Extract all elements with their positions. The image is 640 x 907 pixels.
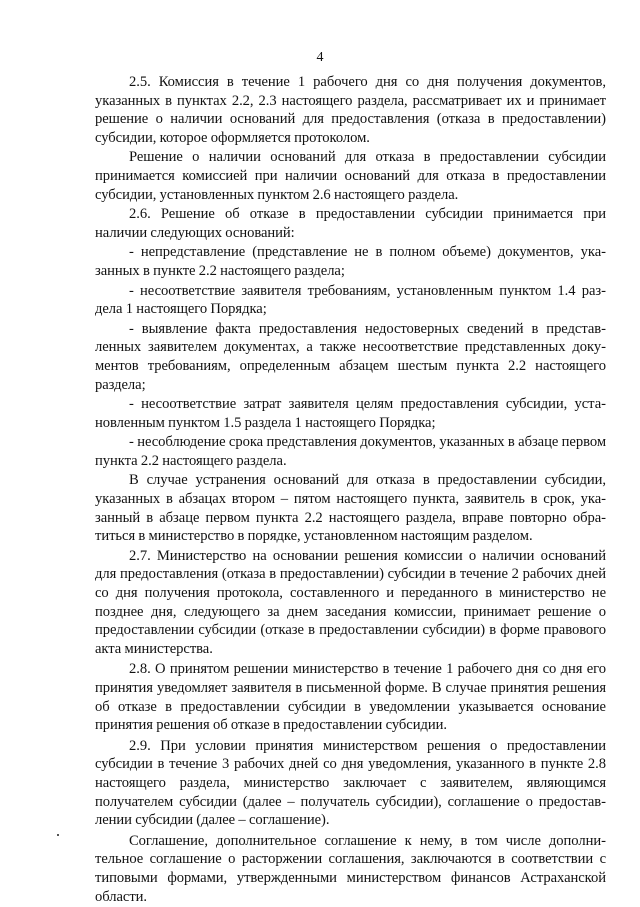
paragraph-resubmission: В случае устранения оснований для отказа в предоставлении субсидии, указанных в абзацах втором – пятом настоящего пункта, заявитель в срок, указанный в абзаце первом пункта 2.2 настоящего раздела, вправе повторно обратиться в министерство в порядке, установленном настоящим разделом. bbox=[95, 472, 606, 545]
scan-mark bbox=[57, 834, 59, 836]
list-item-ground-3: - выявление факта предоставления недостоверных сведений в представленных заявителем документах, а также несоответствие представленных документов требованиям, определенным абзацем шестым пункта 2.2 настоящего раздела; bbox=[95, 320, 606, 393]
paragraph-2-8: 2.8. О принятом решении министерство в течение 1 рабочего дня со дня его принятия уведомляет заявителя в письменной форме. В случае принятия решения об отказе в предоставлении субсидии в уведомлении указывается основание принятия решения об отказе в предоставлении субсидии. bbox=[95, 661, 606, 734]
paragraph-commission-decision: Решение о наличии оснований для отказа в предоставлении субсидии принимается комиссией при наличии оснований для отказа в предоставлении субсидии, установленных пунктом 2.6 настоящего раздела. bbox=[95, 149, 606, 203]
paragraph-2-6: 2.6. Решение об отказе в предоставлении субсидии принимается при наличии следующих оснований: bbox=[95, 206, 606, 241]
paragraph-agreement: Соглашение, дополнительное соглашение к нему, в том числе дополнительное соглашение о расторжении соглашения, заключаются в соответствии с типовыми формами, утвержденными министерством финансов Астраханской области. bbox=[95, 832, 606, 905]
paragraph-2-7: 2.7. Министерство на основании решения комиссии о наличии оснований для предоставления (отказа в предоставлении) субсидии в течение 2 рабочих дней со дня получения протокола, составленного и переданного в министерство не позднее дня, следующего за днем заседания комиссии, принимает решение о предоставлении субсидии (отказе в предоставлении субсидии) в форме правового акта министерства. bbox=[95, 547, 606, 657]
document-body bbox=[95, 73, 606, 907]
paragraph-2-9: 2.9. При условии принятия министерством решения о предоставлении субсидии в течение 3 рабочих дней со дня уведомления, указанного в пункте 2.8 настоящего раздела, министерство заключает с заявителем, являющимся получателем субсидии (далее – получатель субсидии), соглашение о предоставлении субсидии (далее – соглашение). bbox=[95, 737, 606, 829]
list-item-ground-1: - непредставление (представление не в полном объеме) документов, указанных в пункте 2.2 настоящего раздела; bbox=[95, 244, 606, 279]
list-item-ground-2: - несоответствие заявителя требованиям, установленным пунктом 1.4 раздела 1 настоящего Порядка; bbox=[95, 282, 606, 318]
paragraph-2-5: 2.5. Комиссия в течение 1 рабочего дня со дня получения документов, указанных в пунктах 2.2, 2.3 настоящего раздела, рассматривает их и принимает решение о наличии оснований для предоставления (отказа в предоставлении) субсидии, которое оформляется протоколом. bbox=[95, 74, 606, 146]
list-item-ground-4: - несоответствие затрат заявителя целям предоставления субсидии, установленным пунктом 1.5 раздела 1 настоящего Порядка; bbox=[95, 396, 606, 431]
page-number: 4 bbox=[316, 50, 324, 65]
list-item-ground-5: - несоблюдение срока представления документов, указанных в абзаце первом пункта 2.2 настоящего раздела. bbox=[95, 434, 606, 469]
